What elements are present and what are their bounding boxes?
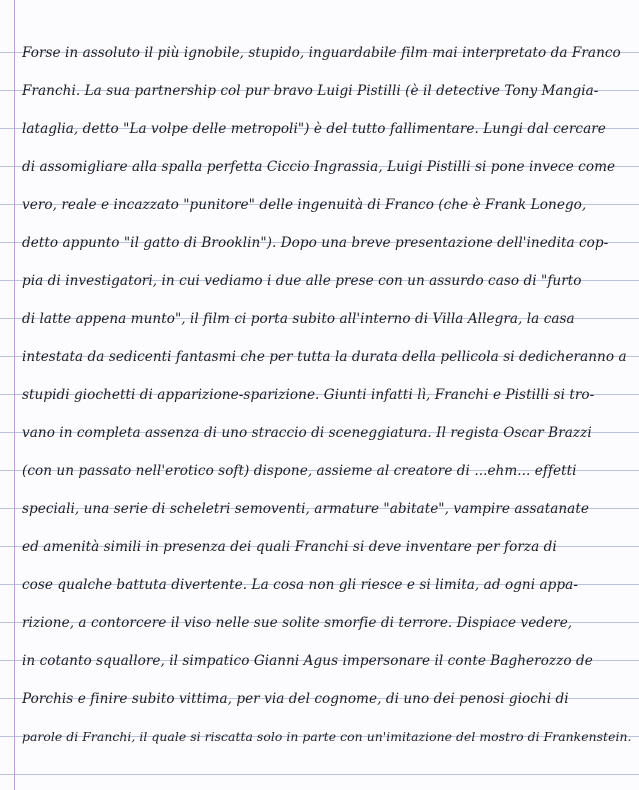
text-line: (con un passato nell'erotico soft) dispone, assieme al creatore di ...ehm... effetti bbox=[22, 463, 577, 479]
text-line: Porchis e finire subito vittima, per via del cognome, di uno dei penosi giochi di bbox=[22, 691, 569, 707]
text-line: cose qualche battuta divertente. La cosa non gli riesce e si limita, ad ogni appa- bbox=[22, 577, 578, 593]
text-line: stupidi giochetti di apparizione-sparizione. Giunti infatti lì, Franchi e Pistilli si tro- bbox=[22, 387, 595, 403]
text-line: speciali, una serie di scheletri semoventi, armature "abitate", vampire assatanate bbox=[22, 501, 589, 517]
text-line: detto appunto "il gatto di Brooklin"). Dopo una breve presentazione dell'inedita cop- bbox=[22, 235, 609, 251]
text-line: Forse in assoluto il più ignobile, stupido, inguardabile film mai interpretato da Franco bbox=[22, 45, 621, 61]
text-line: rizione, a contorcere il viso nelle sue solite smorfie di terrore. Dispiace vedere, bbox=[22, 615, 573, 631]
text-line: di assomigliare alla spalla perfetta Ciccio Ingrassia, Luigi Pistilli si pone invece come bbox=[22, 159, 616, 175]
text-line: in cotanto squallore, il simpatico Gianni Agus impersonare il conte Bagherozzo de bbox=[22, 653, 593, 669]
text-line: Franchi. La sua partnership col pur bravo Luigi Pistilli (è il detective Tony Mangia- bbox=[22, 83, 599, 99]
text-line: pia di investigatori, in cui vediamo i due alle prese con un assurdo caso di "furto bbox=[22, 273, 582, 289]
text-line: vano in completa assenza di uno straccio di sceneggiatura. Il regista Oscar Brazzi bbox=[22, 425, 592, 441]
text-line: parole di Franchi, il quale si riscatta solo in parte con un'imitazione del mostro di Frankenstein. bbox=[22, 729, 632, 744]
handwritten-review-text bbox=[22, 34, 634, 756]
text-line: vero, reale e incazzato "punitore" delle ingenuità di Franco (che è Frank Lonego, bbox=[22, 197, 587, 213]
margin-line bbox=[14, 0, 15, 790]
text-line: intestata da sedicenti fantasmi che per tutta la durata della pellicola si dedicheranno a bbox=[22, 349, 627, 365]
text-line: ed amenità simili in presenza dei quali Franchi si deve inventare per forza di bbox=[22, 539, 557, 555]
text-line: lataglia, detto "La volpe delle metropoli") è del tutto fallimentare. Lungi dal cercare bbox=[22, 121, 606, 137]
text-line: di latte appena munto", il film ci porta subito all'interno di Villa Allegra, la casa bbox=[22, 311, 575, 327]
